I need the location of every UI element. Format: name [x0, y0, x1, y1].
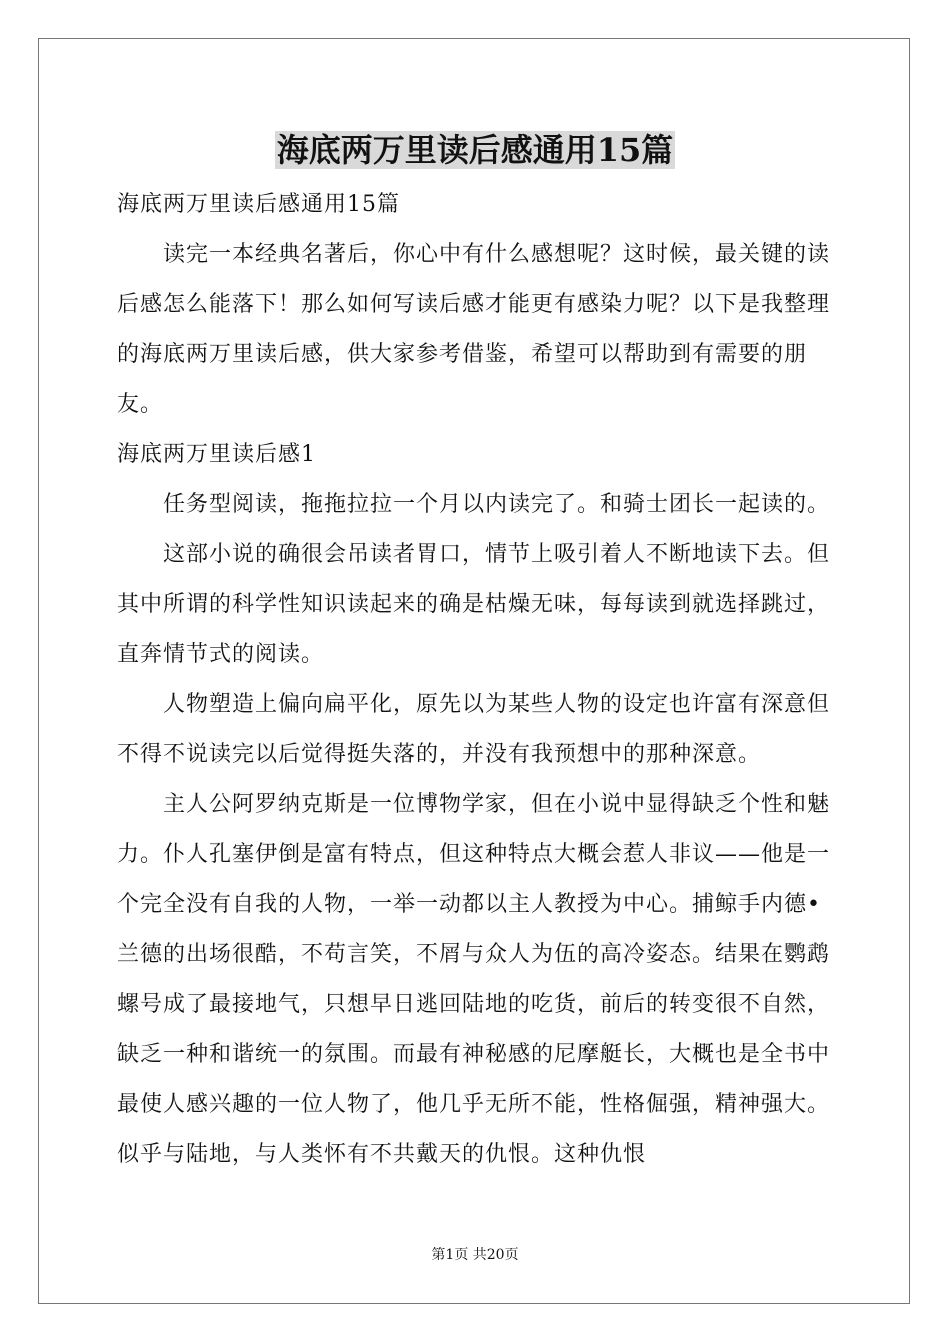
paragraph: 主人公阿罗纳克斯是一位博物学家，但在小说中显得缺乏个性和魅力。仆人孔塞伊倒是富有特点，但这种特点大概会惹人非议——他是一个完全没有自我的人物，一举一动都以主人教授为中心。捕鲸手内德•兰德的出场很酷，不苟言笑，不屑与众人为伍的高冷姿态。结果在鹦鹉螺号成了最接地气，只想早日逃回陆地的吃货，前后的转变很不自然，缺乏一种和谐统一的氛围。而最有神秘感的尼摩艇长，大概也是全书中最使人感兴趣的一位人物了，他几乎无所不能，性格倔强，精神强大。似乎与陆地，与人类怀有不共戴天的仇恨。这种仇恨: [117, 792, 831, 1167]
title-text: 海底两万里读后感通用15篇: [276, 131, 674, 169]
document-title: [0, 124, 950, 176]
paragraph: 人物塑造上偏向扁平化，原先以为某些人物的设定也许富有深意但不得不说读完以后觉得挺失落的，并没有我预想中的那种深意。: [117, 692, 831, 767]
document-body: [117, 180, 837, 1180]
subtitle: 海底两万里读后感通用15篇: [117, 192, 400, 217]
page-footer: 第1页 共20页: [431, 1247, 519, 1263]
paragraph: 任务型阅读，拖拖拉拉一个月以内读完了。和骑士团长一起读的。: [163, 492, 831, 517]
section-heading: 海底两万里读后感1: [117, 442, 316, 467]
paragraph: 读完一本经典名著后，你心中有什么感想呢？这时候，最关键的读后感怎么能落下！那么如何写读后感才能更有感染力呢？以下是我整理的海底两万里读后感，供大家参考借鉴，希望可以帮助到有需要的朋友。: [117, 242, 831, 417]
paragraph: 这部小说的确很会吊读者胃口，情节上吸引着人不断地读下去。但其中所谓的科学性知识读起来的确是枯燥无味，每每读到就选择跳过，直奔情节式的阅读。: [117, 542, 831, 667]
